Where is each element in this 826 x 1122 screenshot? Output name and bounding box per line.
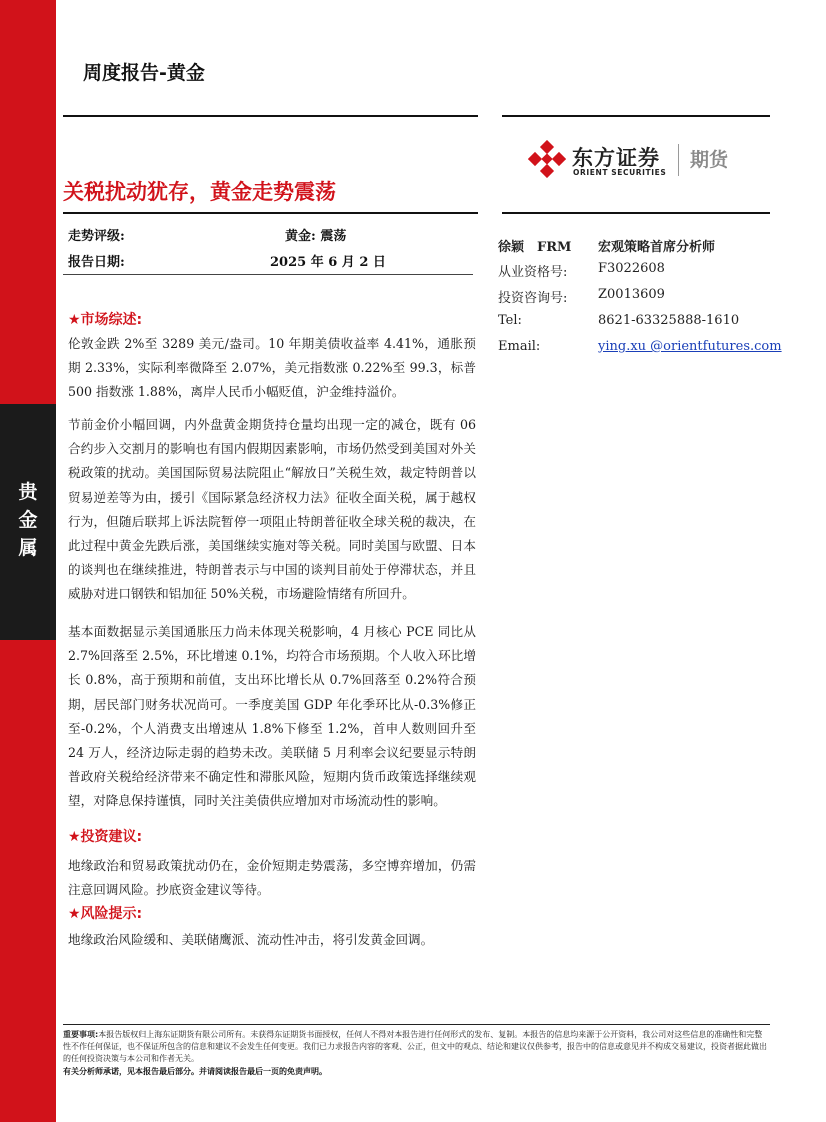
category-tab-char: 贵: [18, 481, 38, 503]
footer-divider: [63, 1024, 770, 1025]
risk-warning-paragraph: 地缘政治风险缓和、美联储鹰派、流动性冲击，将引发黄金回调。: [68, 932, 434, 947]
category-tab-char: 金: [18, 509, 38, 531]
disclaimer-text: 本报告版权归上海东证期货有限公司所有。未获得东证期货书面授权，任何人不得对本报告进行任何形式的发布、复制。本报告的信息均来源于公开资料，我公司对这些信息的准确性和完整性不作任何保证，也不保证所包含的信息和建议不会发生任何变更。我们已力求报告内容的客观、公正，但文中的观点、结论和建议仅供参考，报告中的信息或意见并不构成交易建议，投资者据此做出的任何投资决策与本公司和作者无关。: [63, 1030, 767, 1063]
date-value: 2025 年 6 月 2 日: [270, 255, 386, 270]
analyst-title: 宏观策略首席分析师: [598, 240, 716, 255]
investment-advice-paragraph: 地缘政治和贸易政策扰动仍在，金价短期走势震荡，多空博弈增加，仍需注意回调风险。抄底资金建议等待。: [68, 858, 476, 898]
analyst-email-link[interactable]: ying.xu @orientfutures.com: [598, 339, 782, 354]
rating-label: 走势评级:: [68, 229, 125, 244]
analyst-label: 投资咨询号:: [498, 291, 568, 306]
analyst-label: Email:: [498, 339, 541, 354]
company-logo: [528, 140, 768, 182]
logo-suffix: 期货: [690, 149, 729, 171]
analyst-label: Tel:: [498, 313, 522, 328]
market-overview-heading: ★市场综述:: [68, 312, 143, 328]
analyst-name: 徐颖 FRM: [498, 240, 572, 255]
risk-warning-heading: ★风险提示:: [68, 906, 143, 922]
analyst-value: Z0013609: [598, 287, 665, 302]
disclaimer-label: 重要事项:: [63, 1030, 99, 1039]
category-tab-char: 属: [18, 537, 38, 559]
analyst-value: 8621-63325888-1610: [598, 313, 740, 328]
meta-divider: [63, 274, 473, 275]
orient-logo-icon: [528, 140, 566, 178]
logo-name-cn: 东方证券: [572, 146, 660, 170]
market-paragraph-1: 伦敦金跌 2%至 3289 美元/盎司。10 年期美债收益率 4.41%，通胀预期 2.33%，实际利率微降至 2.07%，美元指数涨 0.22%至 99.3，标普 500 指数涨 1.88%，离岸人民币小幅贬值，沪金维持溢价。: [68, 336, 476, 400]
header-divider-left: [63, 115, 478, 117]
disclaimer-note: [63, 1029, 770, 1065]
analyst-value: F3022608: [598, 261, 665, 276]
report-type-title: 周度报告-黄金: [83, 62, 205, 84]
logo-separator: [678, 144, 679, 176]
analyst-commitment-line: 有关分析师承诺，见本报告最后部分。并请阅读报告最后一页的免责声明。: [63, 1067, 327, 1076]
headline-divider-left: [63, 212, 478, 214]
date-label: 报告日期:: [68, 255, 125, 270]
rating-value: 黄金: 震荡: [285, 229, 347, 244]
report-headline: 关税扰动犹存，黄金走势震荡: [63, 180, 336, 204]
market-paragraph-2: 节前金价小幅回调，内外盘黄金期货持仓量均出现一定的减仓，既有 06 合约步入交割月的影响也有国内假期因素影响，市场仍然受到美国对外关税政策的扰动。美国国际贸易法院阻止“解放日”关税生效，裁定特朗普以贸易逆差等为由，援引《国际紧急经济权力法》征收全面关税，属于越权行为，但随后联邦上诉法院暂停一项阻止特朗普征收全球关税的裁决，在此过程中黄金先跌后涨，美国继续实施对等关税。同时美国与欧盟、日本的谈判也在继续推进，特朗普表示与中国的谈判目前处于停滞状态，并且威胁对进口钢铁和铝加征 50%关税，市场避险情绪有所回升。: [68, 417, 476, 602]
logo-name-en: ORIENT SECURITIES: [573, 168, 667, 177]
analyst-label: 从业资格号:: [498, 265, 568, 280]
market-paragraph-3: 基本面数据显示美国通胀压力尚未体现关税影响，4 月核心 PCE 同比从 2.7%回落至 2.5%，环比增速 0.1%，均符合市场预期。个人收入环比增长 0.8%，高于预期和前值，支出环比增长从 0.7%回落至 0.2%符合预期，居民部门财务状况尚可。一季度美国 GDP 年化季环比从-0.3%修正至-0.2%，个人消费支出增速从 1.8%下修至 1.2%，首申人数则回升至 24 万人，经济边际走弱的趋势未改。美联储 5 月利率会议纪要显示特朗普政府关税给经济带来不确定性和滞胀风险，短期内货币政策选择继续观望，对降息保持谨慎，同时关注美债供应增加对市场流动性的影响。: [68, 624, 476, 809]
header-divider-right: [502, 115, 770, 117]
category-tab-label: [0, 478, 56, 562]
investment-advice-heading: ★投资建议:: [68, 829, 143, 845]
headline-divider-right: [502, 212, 770, 214]
